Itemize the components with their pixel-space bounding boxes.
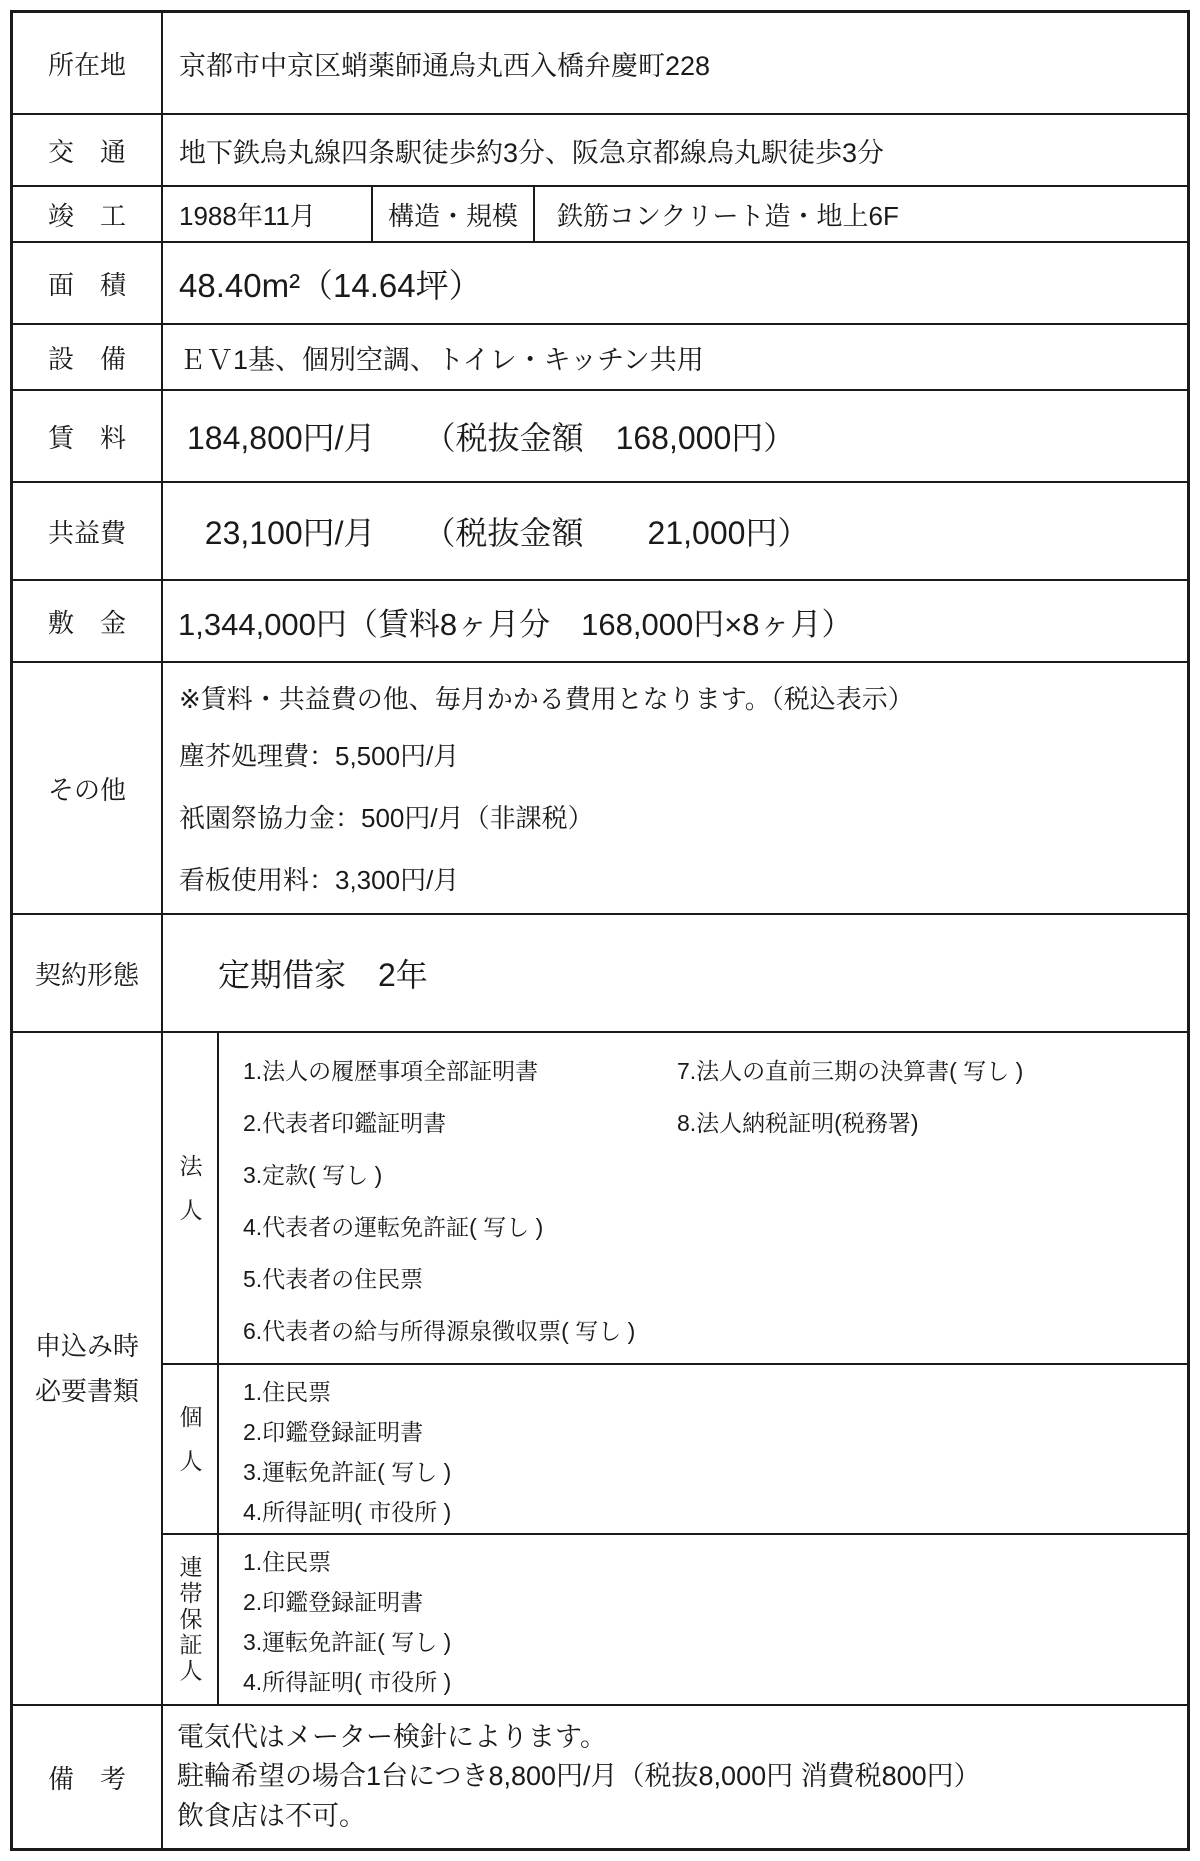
- doc-item: 4.所得証明( 市役所 ): [243, 1498, 452, 1525]
- individual-items: [219, 1365, 1187, 1533]
- corporation-sublabel: 法人: [163, 1033, 219, 1363]
- documents-section-guarantor: [163, 1533, 1187, 1704]
- corporation-items: [219, 1033, 1187, 1363]
- doc-item: 1.法人の履歴事項全部証明書: [243, 1057, 539, 1084]
- doc-item: 3.定款( 写し ): [243, 1161, 383, 1188]
- corporation-items-left-column: [219, 1043, 653, 1363]
- rent-value: 184,800円/月 （税抜金額 168,000円）: [187, 420, 796, 456]
- other-fees-label: その他: [13, 663, 163, 913]
- doc-item: 1.住民票: [243, 1378, 332, 1405]
- other-fee-item: 祇園祭協力金：500円/月（非課税）: [179, 802, 594, 833]
- row-rent: [13, 389, 1187, 481]
- doc-item: 2.代表者印鑑証明書: [243, 1109, 447, 1136]
- common-fee-label: 共益費: [13, 483, 163, 579]
- doc-item: 4.代表者の運転免許証( 写し ): [243, 1213, 544, 1240]
- structure-label: 構造・規模: [373, 187, 535, 241]
- row-remarks: [13, 1704, 1187, 1848]
- required-documents-body: [163, 1033, 1187, 1704]
- access-label: 交 通: [13, 115, 163, 185]
- doc-item: 2.印鑑登録証明書: [243, 1418, 424, 1445]
- remark-line: 電気代はメーター検針によります。: [177, 1722, 607, 1753]
- remark-line: 飲食店は不可。: [177, 1800, 366, 1831]
- contract-type-value: 定期借家 2年: [218, 957, 428, 993]
- doc-item: 2.印鑑登録証明書: [243, 1588, 424, 1615]
- corporation-items-right-column: [653, 1043, 1187, 1363]
- documents-section-individual: [163, 1363, 1187, 1533]
- deposit-value: 1,344,000円（賃料8ヶ月分 168,000円×8ヶ月）: [178, 606, 853, 642]
- guarantor-sublabel: 連帯保証人: [163, 1535, 219, 1704]
- doc-item: 3.運転免許証( 写し ): [243, 1458, 452, 1485]
- row-deposit: [13, 579, 1187, 661]
- required-documents-label-line2: 必要書類: [34, 1375, 139, 1406]
- contract-type-label: 契約形態: [13, 915, 163, 1031]
- area-value: 48.40m²（14.64坪）: [179, 266, 482, 304]
- doc-item: 3.運転免許証( 写し ): [243, 1628, 452, 1655]
- other-fees-body: [163, 663, 1187, 913]
- completion-date: 1988年11月: [163, 187, 373, 241]
- doc-item: 7.法人の直前三期の決算書( 写し ): [677, 1057, 1024, 1084]
- doc-item: 4.所得証明( 市役所 ): [243, 1668, 452, 1695]
- structure-value: 鉄筋コンクリート造・地上6F: [557, 200, 899, 231]
- row-location: [13, 13, 1187, 113]
- completion-label: 竣 工: [13, 187, 163, 241]
- remark-line: 駐輪希望の場合1台につき8,800円/月（税抜8,000円 消費税800円）: [177, 1761, 981, 1792]
- deposit-label: 敷 金: [13, 581, 163, 661]
- facilities-label: 設 備: [13, 325, 163, 389]
- row-facilities: [13, 323, 1187, 389]
- row-contract-type: [13, 913, 1187, 1031]
- doc-item: 1.住民票: [243, 1548, 332, 1575]
- access-value: 地下鉄烏丸線四条駅徒歩約3分、阪急京都線烏丸駅徒歩3分: [179, 137, 885, 168]
- other-fee-item: 塵芥処理費：5,500円/月: [179, 740, 460, 771]
- other-fees-note: ※賃料・共益費の他、毎月かかる費用となります。（税込表示）: [179, 683, 914, 714]
- row-other-fees: [13, 661, 1187, 913]
- rent-label: 賃 料: [13, 391, 163, 481]
- other-fee-item: 看板使用料：3,300円/月: [179, 864, 460, 895]
- doc-item: 5.代表者の住民票: [243, 1265, 424, 1292]
- doc-item: 8.法人納税証明(税務署): [677, 1109, 919, 1136]
- remarks-body: [163, 1706, 1187, 1848]
- remarks-label: 備 考: [13, 1706, 163, 1848]
- row-common-fee: [13, 481, 1187, 579]
- area-label: 面 積: [13, 243, 163, 323]
- location-label: 所在地: [13, 13, 163, 113]
- required-documents-label: [13, 1033, 163, 1704]
- guarantor-items: [219, 1535, 1187, 1704]
- row-area: [13, 241, 1187, 323]
- row-completion: [13, 185, 1187, 241]
- property-spec-table: [10, 10, 1190, 1851]
- individual-sublabel: 個人: [163, 1365, 219, 1533]
- row-required-documents: [13, 1031, 1187, 1704]
- location-value: 京都市中京区蛸薬師通烏丸西入橋弁慶町228: [179, 50, 711, 81]
- required-documents-label-line1: 申込み時: [34, 1331, 139, 1362]
- common-fee-value: 23,100円/月 （税抜金額 21,000円）: [187, 515, 810, 551]
- row-access: [13, 113, 1187, 185]
- documents-section-corporation: [163, 1033, 1187, 1363]
- facilities-value: ＥＶ1基、個別空調、トイレ・キッチン共用: [179, 344, 704, 375]
- doc-item: 6.代表者の給与所得源泉徴収票( 写し ): [243, 1317, 636, 1344]
